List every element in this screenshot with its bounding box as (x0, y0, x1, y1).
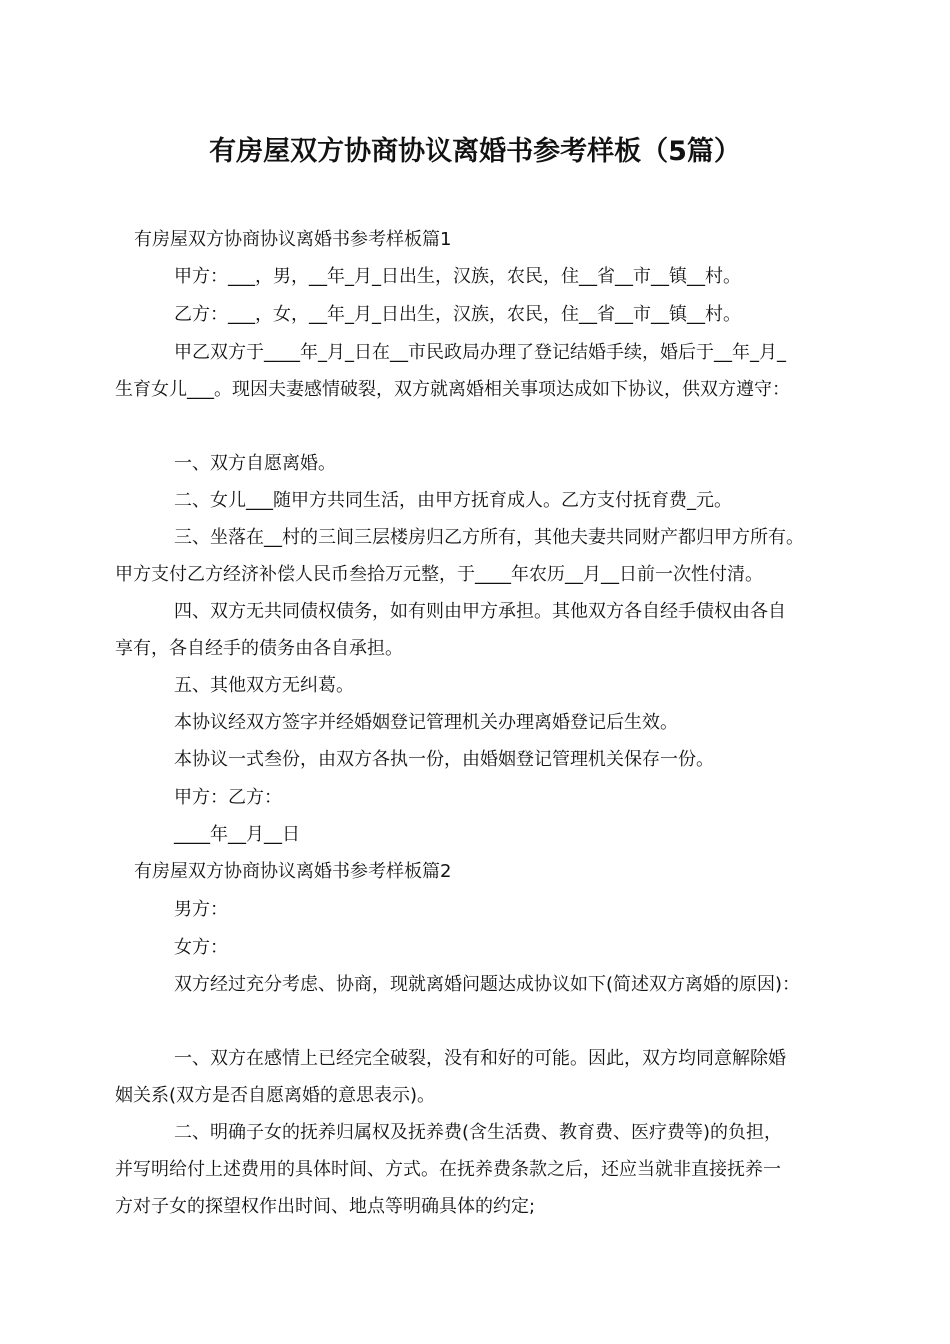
paragraph-line: 一、双方在感情上已经完全破裂，没有和好的可能。因此，双方均同意解除婚 (174, 1048, 786, 1069)
paragraph-line: 女方： (174, 937, 228, 958)
paragraph-line: 四、双方无共同债权债务，如有则由甲方承担。其他双方各自经手债权由各自 (174, 601, 786, 622)
document-title: 有房屋双方协商协议离婚书参考样板（5篇） (209, 136, 741, 167)
paragraph-line: 男方： (174, 899, 228, 920)
paragraph-line: 方对子女的探望权作出时间、地点等明确具体的约定; (115, 1196, 536, 1217)
paragraph-line: 二、明确子女的抚养归属权及抚养费(含生活费、教育费、医疗费等)的负担， (174, 1122, 783, 1143)
section-heading: 有房屋双方协商协议离婚书参考样板篇2 (134, 861, 452, 882)
paragraph-line: 乙方：___，女，__年_月_日出生，汉族，农民，住__省__市__镇__村。 (174, 304, 741, 325)
paragraph-line: 享有，各自经手的债务由各自承担。 (115, 638, 403, 659)
paragraph-line: 三、坐落在__村的三间三层楼房归乙方所有，其他夫妻共同财产都归甲方所有。 (174, 527, 804, 548)
paragraph-line: 甲方支付乙方经济补偿人民币叁拾万元整，于____年农历__月__日前一次性付清。 (115, 564, 763, 585)
paragraph-line: 本协议经双方签字并经婚姻登记管理机关办理离婚登记后生效。 (174, 712, 678, 733)
paragraph-line: 并写明给付上述费用的具体时间、方式。在抚养费条款之后，还应当就非直接抚养一 (115, 1159, 781, 1180)
paragraph-line: 本协议一式叁份，由双方各执一份，由婚姻登记管理机关保存一份。 (174, 749, 714, 770)
paragraph-line: 甲乙双方于____年_月_日在__市民政局办理了登记结婚手续，婚后于__年_月_ (174, 342, 786, 363)
paragraph-line: 甲方：乙方： (174, 787, 282, 808)
paragraph-line: ____年__月__日 (174, 824, 300, 845)
paragraph-line: 双方经过充分考虑、协商，现就离婚问题达成协议如下(简述双方离婚的原因)： (174, 974, 801, 995)
section-heading: 有房屋双方协商协议离婚书参考样板篇1 (134, 229, 452, 250)
paragraph-line: 五、其他双方无纠葛。 (174, 675, 354, 696)
paragraph-line: 甲方：___，男，__年_月_日出生，汉族，农民，住__省__市__镇__村。 (174, 266, 741, 287)
paragraph-line: 一、双方自愿离婚。 (174, 453, 336, 474)
paragraph-line: 二、女儿___随甲方共同生活，由甲方抚育成人。乙方支付抚育费_元。 (174, 490, 732, 511)
paragraph-line: 生育女儿___。现因夫妻感情破裂，双方就离婚相关事项达成如下协议，供双方遵守： (115, 379, 790, 400)
paragraph-line: 姻关系(双方是否自愿离婚的意思表示)。 (115, 1085, 436, 1106)
